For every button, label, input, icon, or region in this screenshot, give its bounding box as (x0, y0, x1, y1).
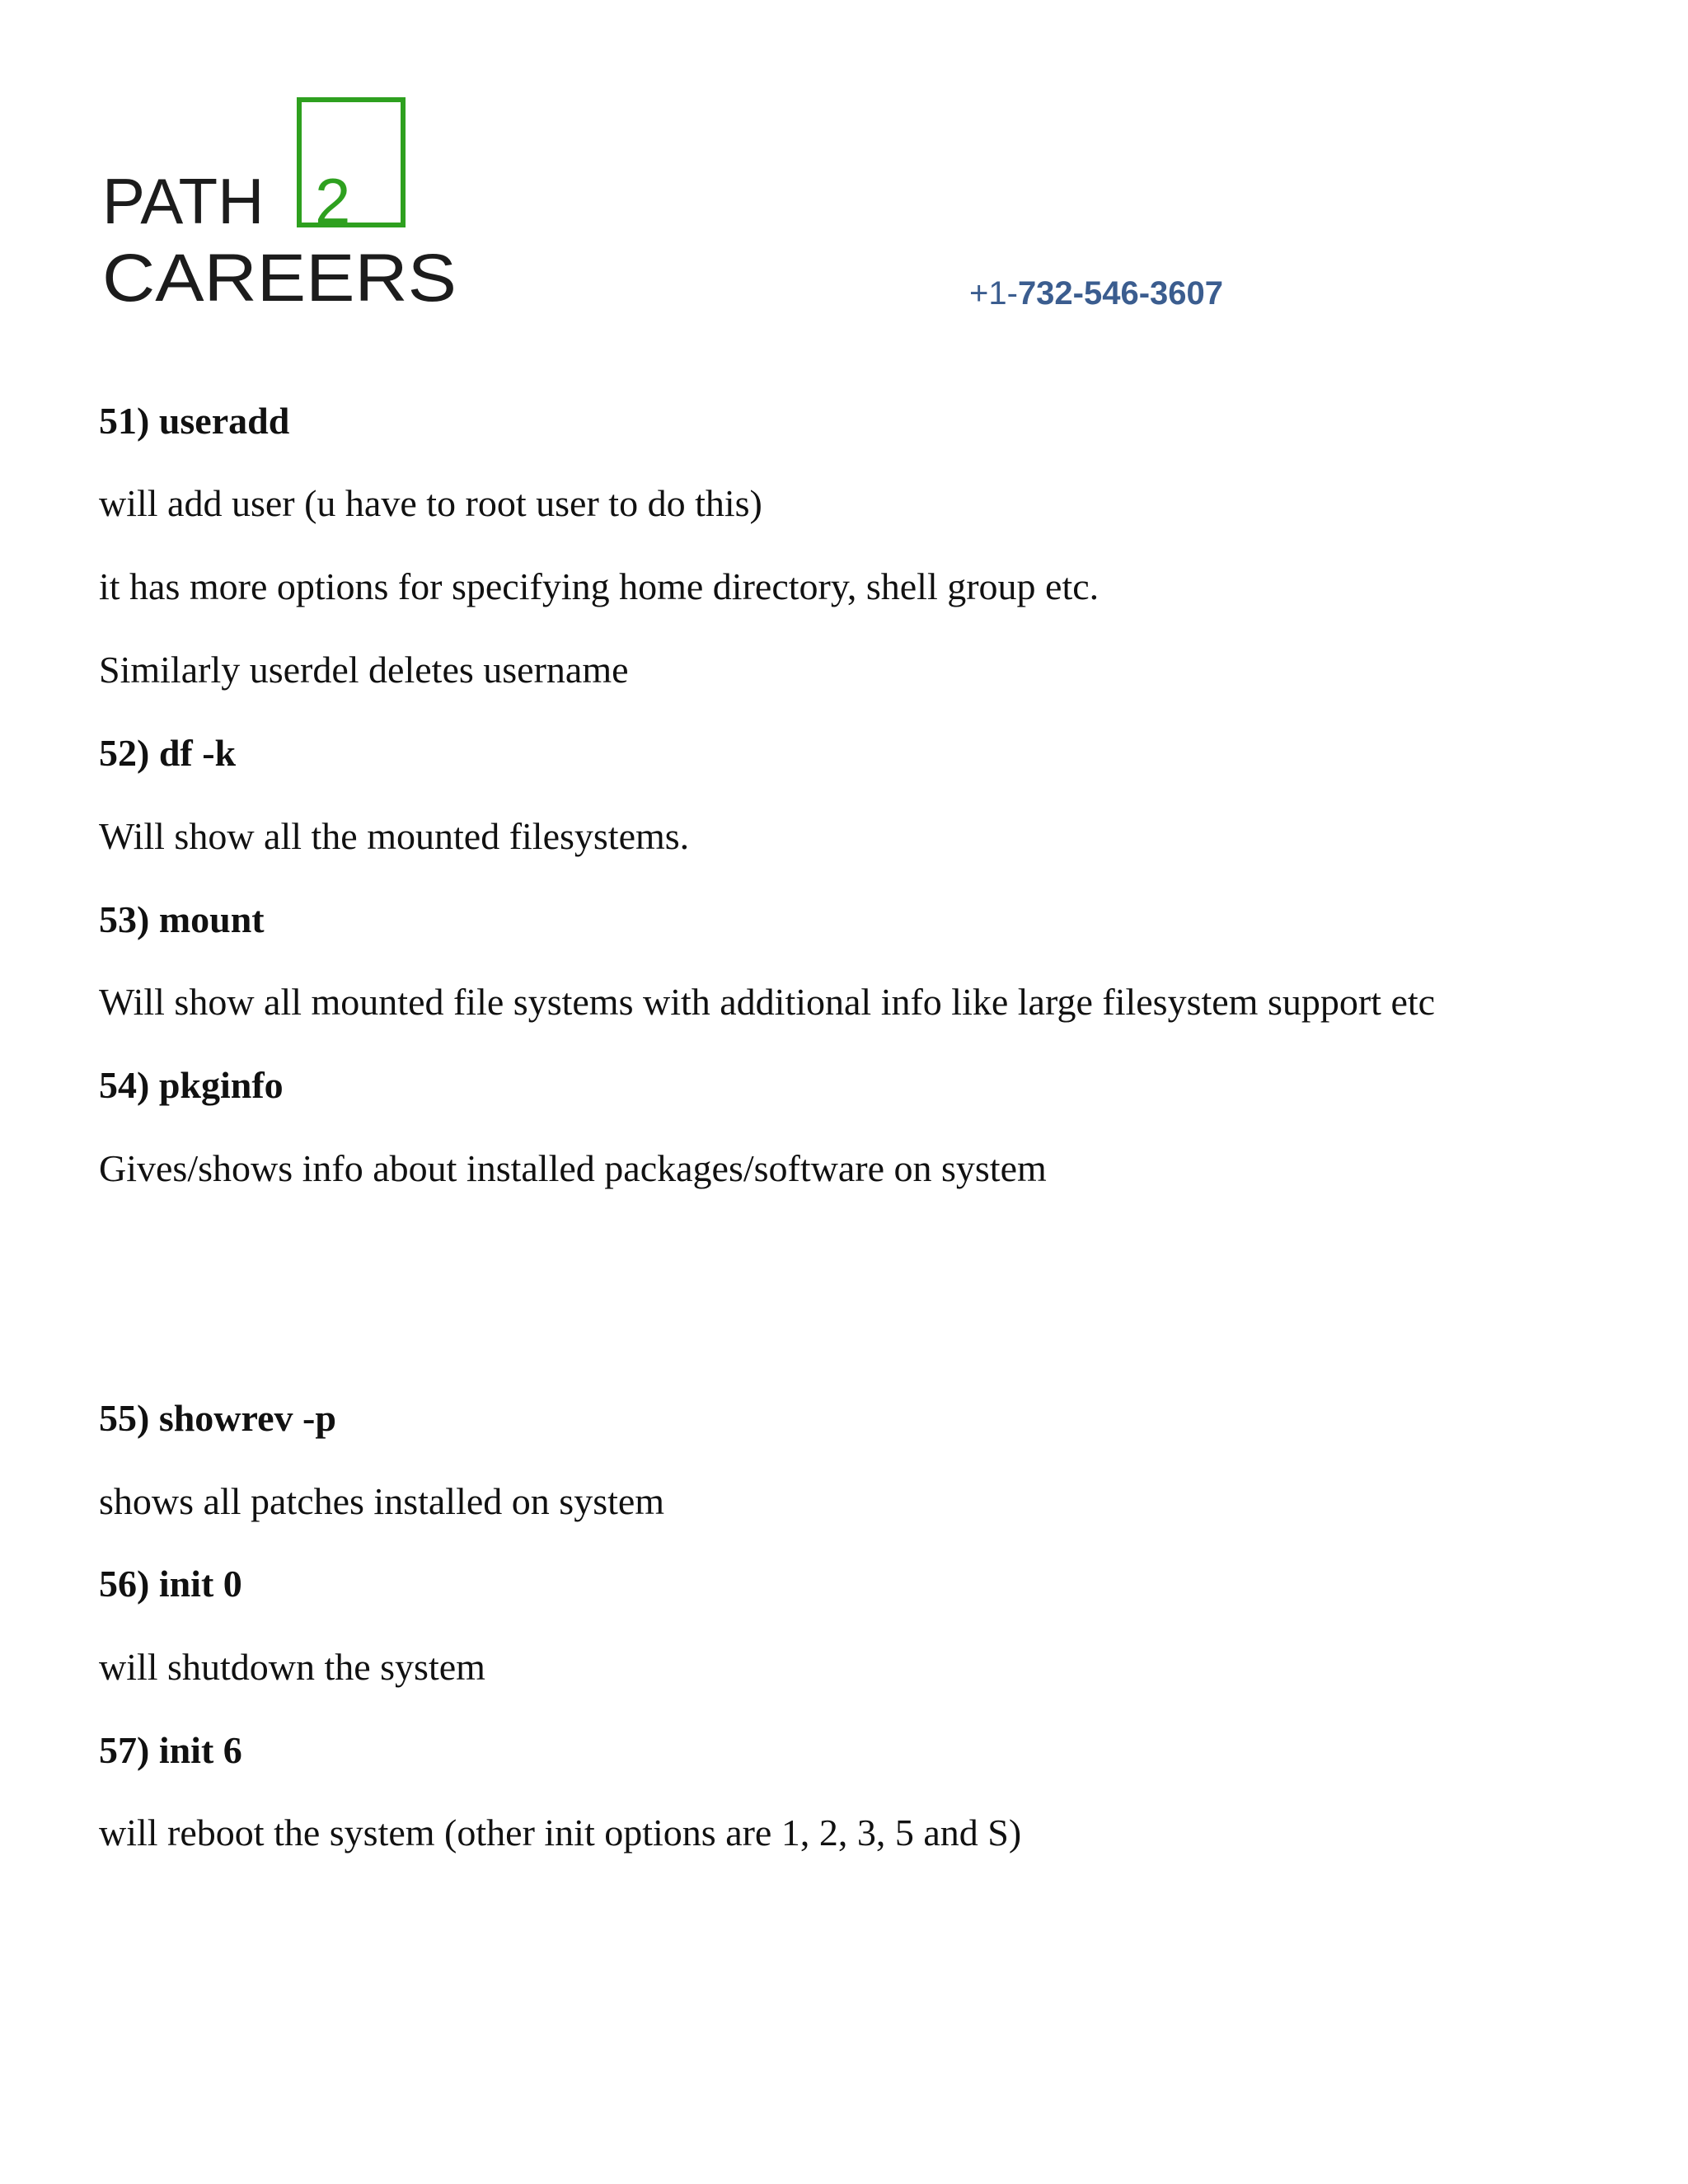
text-line: Will show all the mounted filesystems. (99, 815, 690, 857)
text-line: Will show all mounted file systems with additional info like large filesystem support etc (99, 981, 1436, 1023)
heading-52: 52) df -k (99, 732, 237, 774)
heading-51: 51) useradd (99, 400, 290, 442)
text-line: will shutdown the system (99, 1646, 485, 1688)
phone-prefix: +1- (969, 275, 1018, 312)
text-line: shows all patches installed on system (99, 1480, 665, 1522)
text-line: it has more options for specifying home directory, shell group etc. (99, 565, 1100, 607)
logo-path-text: PATH (102, 165, 265, 237)
phone-digits: 732-546-3607 (1017, 275, 1224, 312)
text-line: will reboot the system (other init options are 1, 2, 3, 5 and S) (99, 1811, 1022, 1854)
heading-53: 53) mount (99, 898, 265, 940)
logo-careers-text: CAREERS (102, 241, 457, 316)
text-line: will add user (u have to root user to do this) (99, 482, 762, 524)
logo-two-text: 2 (315, 165, 351, 237)
path2careers-logo (99, 95, 462, 317)
heading-57: 57) init 6 (99, 1729, 242, 1771)
heading-55: 55) showrev -p (99, 1397, 336, 1439)
path2careers-logo-graphic (99, 95, 462, 317)
text-line: Similarly userdel deletes username (99, 649, 629, 691)
text-line: Gives/shows info about installed packages/software on system (99, 1147, 1047, 1189)
phone-number (969, 270, 1223, 316)
heading-54: 54) pkginfo (99, 1064, 284, 1106)
heading-56: 56) init 0 (99, 1563, 242, 1605)
